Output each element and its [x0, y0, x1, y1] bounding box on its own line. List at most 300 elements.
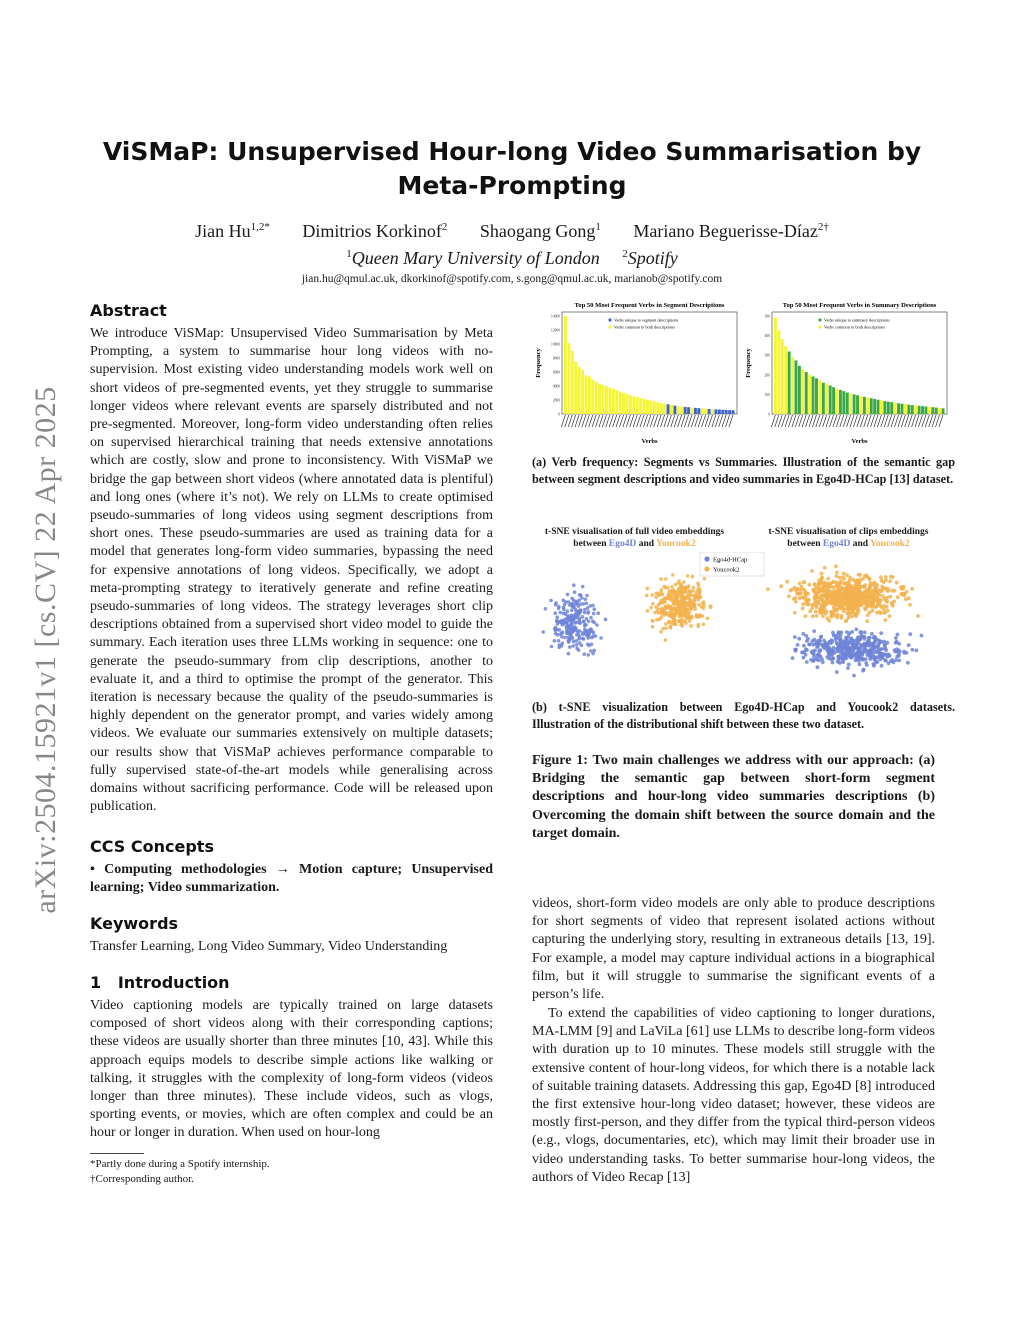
author-4 — [633, 221, 828, 241]
scatter-point — [831, 631, 835, 635]
scatter-point — [682, 580, 686, 584]
tick-label — [712, 415, 716, 427]
scatter-point — [706, 617, 710, 621]
scatter-point — [827, 657, 831, 661]
bar — [732, 410, 735, 414]
tick-label — [654, 415, 658, 427]
scatter-point — [839, 639, 843, 643]
scatter-point — [683, 619, 687, 623]
bar — [608, 388, 611, 414]
scatter-point — [883, 659, 887, 663]
scatter-point — [835, 670, 839, 674]
scatter-point — [890, 658, 894, 662]
y-tick-label: 200 — [764, 373, 770, 378]
scatter-point — [566, 609, 570, 613]
scatter-point — [573, 627, 577, 631]
scatter-point — [664, 638, 668, 642]
bar — [873, 399, 876, 414]
scatter-point — [897, 648, 901, 652]
scatter-point — [862, 585, 866, 589]
scatter-point — [568, 638, 572, 642]
bar — [721, 410, 724, 414]
scatter-point — [660, 591, 664, 595]
scatter-point — [579, 602, 583, 606]
scatter-point — [581, 631, 585, 635]
scatter-point — [910, 587, 914, 591]
bar — [632, 396, 635, 414]
scatter-point — [572, 640, 576, 644]
scatter-point — [659, 601, 663, 605]
scatter-point — [581, 585, 585, 589]
scatter-point — [854, 592, 858, 596]
scatter-point — [814, 592, 818, 596]
scatter-point — [584, 598, 588, 602]
scatter-point — [692, 602, 696, 606]
scatter-point — [847, 593, 851, 597]
scatter-point — [604, 618, 608, 622]
scatter-point — [578, 641, 582, 645]
scatter-point — [871, 601, 875, 605]
author-sup: 1 — [595, 221, 601, 233]
tick-label — [874, 415, 878, 427]
bar — [691, 408, 694, 414]
bar — [890, 402, 893, 414]
tick-label — [678, 415, 682, 427]
bar — [650, 400, 653, 414]
tick-label — [674, 415, 678, 427]
tick-label — [640, 415, 644, 427]
bar — [938, 408, 941, 414]
scatter-point — [812, 658, 816, 662]
tick-label — [585, 415, 589, 427]
intro-right-text-1: videos, short-form video models are only able to produce descriptions for short segments of video that represent isolated actions without capturing the underlying story, resulting in extraneous details [13, 19]. For example, a model may capture individual actions in a biographical film, but it will struggle to summarise the significant events of a person’s life. — [532, 896, 935, 1003]
tsne-ego4d: Ego4D — [608, 539, 637, 549]
scatter-point — [800, 595, 804, 599]
author-name: Shaogang Gong — [479, 221, 596, 241]
tick-label — [905, 415, 909, 427]
scatter-point — [854, 582, 858, 586]
scatter-point — [683, 599, 687, 603]
scatter-point — [590, 636, 594, 640]
scatter-point — [664, 605, 668, 609]
tick-label — [833, 415, 837, 427]
tick-label — [898, 415, 902, 427]
scatter-point — [587, 632, 591, 636]
scatter-point — [865, 575, 869, 579]
y-tick-label: 10000 — [551, 342, 560, 347]
scatter-point — [831, 661, 835, 665]
scatter-point — [839, 588, 843, 592]
tick-label — [918, 415, 922, 427]
paper-title: ViSMaP: Unsupervised Hour-long Video Summarisation by Meta-Prompting — [102, 137, 922, 200]
y-tick-label: 6000 — [552, 370, 560, 375]
scatter-point — [886, 589, 890, 593]
tsne-clip-title — [746, 526, 951, 550]
scatter-point — [876, 660, 880, 664]
author-1 — [195, 221, 270, 241]
scatter-point — [891, 604, 895, 608]
scatter-point — [702, 600, 706, 604]
scatter-point — [577, 609, 581, 613]
scatter-point — [595, 623, 599, 627]
scatter-point — [832, 657, 836, 661]
bar — [714, 409, 717, 414]
scatter-point — [844, 619, 848, 623]
scatter-point — [562, 621, 566, 625]
tick-label — [637, 415, 641, 427]
scatter-point — [879, 652, 883, 656]
scatter-point — [824, 583, 828, 587]
scatter-point — [817, 587, 821, 591]
tick-label — [729, 415, 733, 427]
footnote-rule — [90, 1153, 144, 1154]
scatter-point — [562, 612, 566, 616]
tick-label — [626, 415, 630, 427]
scatter-point — [876, 645, 880, 649]
scatter-point — [812, 629, 816, 633]
scatter-point — [908, 632, 912, 636]
scatter-point — [575, 621, 579, 625]
scatter-point — [823, 566, 827, 570]
bar — [860, 396, 863, 414]
tick-label — [929, 415, 933, 427]
scatter-point — [567, 600, 571, 604]
bar — [894, 403, 897, 414]
scatter-point — [793, 611, 797, 615]
scatter-point — [554, 632, 558, 636]
emails: jian.hu@qmul.ac.uk, dkorkinof@spotify.com, s.gong@qmul.ac.uk, marianob@spotify.com — [301, 273, 723, 285]
scatter-point — [702, 623, 706, 627]
bar — [728, 410, 731, 414]
scatter-point — [582, 620, 586, 624]
tick-label — [812, 415, 816, 427]
scatter-point — [879, 598, 883, 602]
scatter-point — [686, 604, 690, 608]
scatter-point — [573, 613, 577, 617]
scatter-point — [846, 646, 850, 650]
scatter-point — [868, 611, 872, 615]
tick-label — [698, 415, 702, 427]
tick-label — [688, 415, 692, 427]
scatter-point — [667, 621, 671, 625]
scatter-point — [854, 606, 858, 610]
scatter-point — [819, 578, 823, 582]
scatter-point — [857, 600, 861, 604]
scatter-point — [832, 580, 836, 584]
scatter-point — [815, 645, 819, 649]
scatter-point — [880, 579, 884, 583]
scatter-point — [683, 589, 687, 593]
bar — [795, 360, 798, 414]
scatter-point — [670, 585, 674, 589]
tsne-between: between — [787, 539, 821, 549]
y-tick-label: 100 — [764, 392, 770, 397]
scatter-point — [675, 603, 679, 607]
bar — [791, 357, 794, 414]
tsne-full-title-text: t-SNE visualisation of full video embeddings — [544, 527, 725, 537]
scatter-point — [572, 583, 576, 587]
scatter-point — [802, 580, 806, 584]
scatter-point — [671, 589, 675, 593]
tick-label — [795, 415, 799, 427]
scatter-point — [810, 606, 814, 610]
author-list — [80, 216, 944, 242]
author-sup: 1,2* — [250, 221, 270, 233]
scatter-point — [850, 596, 854, 600]
author-name: Dimitrios Korkinof — [302, 221, 442, 241]
tick-label — [932, 415, 936, 427]
author-2 — [302, 221, 447, 241]
tick-label — [847, 415, 851, 427]
scatter-point — [657, 594, 661, 598]
bar — [602, 385, 605, 414]
scatter-point — [847, 613, 851, 617]
scatter-point — [562, 607, 566, 611]
scatter-point — [709, 606, 713, 610]
scatter-point — [798, 582, 802, 586]
tick-label — [681, 415, 685, 427]
affil-1: Queen Mary University of London — [351, 248, 600, 268]
scatter-point — [869, 594, 873, 598]
bar — [578, 367, 581, 414]
scatter-point — [868, 584, 872, 588]
scatter-point — [840, 594, 844, 598]
bar — [904, 404, 907, 414]
scatter-point — [867, 639, 871, 643]
scatter-point — [797, 637, 801, 641]
bar — [825, 384, 828, 414]
scatter-point — [858, 662, 862, 666]
scatter-point — [691, 589, 695, 593]
scatter-point — [802, 644, 806, 648]
scatter-point — [845, 573, 849, 577]
scatter-point — [586, 643, 590, 647]
scatter-point — [766, 587, 770, 591]
scatter-point — [884, 575, 888, 579]
bar — [615, 390, 618, 414]
scatter-point — [884, 648, 888, 652]
legend-ego-marker — [704, 556, 709, 561]
scatter-point — [557, 607, 561, 611]
scatter-point — [824, 600, 828, 604]
scatter-point — [794, 648, 798, 652]
bar — [581, 370, 584, 414]
scatter-point — [905, 651, 909, 655]
tick-label — [788, 415, 792, 427]
arxiv-stamp: arXiv:2504.15921v1 [cs.CV] 22 Apr 2025 — [29, 386, 62, 914]
tick-label — [575, 415, 579, 427]
tsne-and: and — [852, 539, 869, 549]
scatter-point — [897, 659, 901, 663]
bar — [870, 398, 873, 414]
bar — [914, 405, 917, 414]
scatter-point — [872, 647, 876, 651]
scatter-point — [653, 611, 657, 615]
scatter-point — [829, 641, 833, 645]
scatter-point — [872, 662, 876, 666]
scatter-point — [585, 594, 589, 598]
tick-label — [599, 415, 603, 427]
tick-label — [884, 415, 888, 427]
scatter-point — [847, 663, 851, 667]
scatter-point — [835, 574, 839, 578]
tick-label — [792, 415, 796, 427]
scatter-point — [873, 594, 877, 598]
scatter-point — [897, 642, 901, 646]
scatter-point — [895, 581, 899, 585]
scatter-point — [673, 611, 677, 615]
footnote-1: *Partly done during a Spotify internship. — [90, 1158, 270, 1170]
scatter-point — [694, 591, 698, 595]
scatter-point — [703, 577, 707, 581]
bar — [663, 404, 666, 414]
tick-label — [840, 415, 844, 427]
tick-label — [596, 415, 600, 427]
bar — [667, 404, 670, 414]
scatter-point — [804, 634, 808, 638]
keywords-text: Transfer Learning, Long Video Summary, Video Understanding — [90, 939, 448, 954]
bar — [567, 343, 570, 414]
scatter-point — [697, 623, 701, 627]
scatter-point — [835, 581, 839, 585]
scatter-point — [683, 605, 687, 609]
scatter-point — [813, 649, 817, 653]
scatter-point — [585, 602, 589, 606]
tick-label — [616, 415, 620, 427]
bar — [815, 378, 818, 414]
scatter-point — [702, 606, 706, 610]
scatter-point — [842, 609, 846, 613]
scatter-point — [578, 621, 582, 625]
bar — [595, 382, 598, 414]
scatter-point — [842, 572, 846, 576]
intro-left-text: Video captioning models are typically trained on large datasets composed of short videos along with their corresponding captions; these videos are usually shorter than three minutes [10, 43]. While this approach equips models to describe simple actions like walking or talking, it struggles with the complexity of long-form videos (videos longer than three minutes). These include videos, such as vlogs, sporting events, or movies, which are often complex and could be an hour or longer in duration. When used on hour-long — [90, 998, 493, 1141]
scatter-point — [589, 649, 593, 653]
bar — [605, 386, 608, 414]
bar — [887, 402, 890, 414]
tick-label — [901, 415, 905, 427]
scatter-point — [839, 600, 843, 604]
scatter-point — [835, 608, 839, 612]
bar — [907, 405, 910, 414]
scatter-point — [811, 614, 815, 618]
scatter-point — [849, 610, 853, 614]
scatter-point — [832, 646, 836, 650]
bar — [798, 366, 801, 414]
scatter-point — [863, 601, 867, 605]
tick-label — [609, 415, 613, 427]
scatter-point — [570, 609, 574, 613]
bar — [935, 408, 938, 414]
scatter-point — [571, 605, 575, 609]
scatter-point — [796, 643, 800, 647]
tsne-clip-title-text: t-SNE visualisation of clips embeddings — [768, 527, 929, 537]
tick-label — [572, 415, 576, 427]
scatter-point — [894, 636, 898, 640]
scatter-point — [915, 649, 919, 653]
scatter-point — [658, 618, 662, 622]
scatter-point — [835, 571, 839, 575]
scatter-point — [587, 610, 591, 614]
scatter-point — [905, 590, 909, 594]
tick-label — [661, 415, 665, 427]
scatter-point — [861, 577, 865, 581]
bar — [866, 398, 869, 414]
scatter-point — [865, 642, 869, 646]
scatter-point — [843, 589, 847, 593]
scatter-point — [859, 652, 863, 656]
scatter-point — [839, 631, 843, 635]
bar — [574, 362, 577, 414]
scatter-point — [684, 595, 688, 599]
scatter-point — [872, 605, 876, 609]
scatter-point — [686, 615, 690, 619]
tick-label — [823, 415, 827, 427]
scatter-point — [574, 608, 578, 612]
tick-label — [936, 415, 940, 427]
bar — [901, 404, 904, 414]
scatter-point — [897, 654, 901, 658]
tick-label — [561, 415, 565, 427]
figure-caption-b: (b) t-SNE visualization between Ego4D-HCap and Youcook2 datasets. Illustration of the distributional shift between these two dataset. — [532, 700, 955, 731]
tick-label — [695, 415, 699, 427]
scatter-point — [817, 650, 821, 654]
bar — [653, 401, 656, 414]
ccs-text: • Computing methodologies → Motion capture; Unsupervised learning; Video summarization. — [90, 862, 493, 896]
bar — [883, 401, 886, 414]
scatter-point — [839, 579, 843, 583]
tick-label — [782, 415, 786, 427]
scatter-point — [814, 596, 818, 600]
scatter-point — [810, 569, 814, 573]
bar — [612, 389, 615, 414]
bar — [646, 400, 649, 414]
scatter-point — [587, 653, 591, 657]
scatter-point — [828, 652, 832, 656]
tick-label — [647, 415, 651, 427]
scatter-point — [900, 587, 904, 591]
bar — [598, 384, 601, 414]
tick-label — [623, 415, 627, 427]
scatter-point — [857, 573, 861, 577]
bar — [863, 397, 866, 414]
affil-2: Spotify — [627, 248, 678, 268]
scatter-point — [883, 597, 887, 601]
bar — [839, 390, 842, 414]
scatter-point — [670, 616, 674, 620]
tick-label — [891, 415, 895, 427]
figure-caption-a: (a) Verb frequency: Segments vs Summaries. Illustration of the semantic gap between segment descriptions and video summaries in Ego4D-HCap [13] dataset. — [532, 455, 955, 486]
scatter-point — [872, 597, 876, 601]
scatter-point — [920, 634, 924, 638]
tick-label — [908, 415, 912, 427]
scatter-point — [888, 579, 892, 583]
x-axis-label: Verbs — [851, 438, 868, 445]
scatter-point — [822, 639, 826, 643]
scatter-point — [893, 650, 897, 654]
bar — [928, 407, 931, 414]
legend-marker — [608, 318, 611, 321]
scatter-point — [801, 607, 805, 611]
scatter-point — [834, 604, 838, 608]
scatter-point — [816, 665, 820, 669]
scatter-point — [793, 596, 797, 600]
tick-label — [650, 415, 654, 427]
scatter-point — [659, 577, 663, 581]
author-3 — [480, 221, 601, 241]
scatter-point — [836, 649, 840, 653]
scatter-point — [851, 578, 855, 582]
